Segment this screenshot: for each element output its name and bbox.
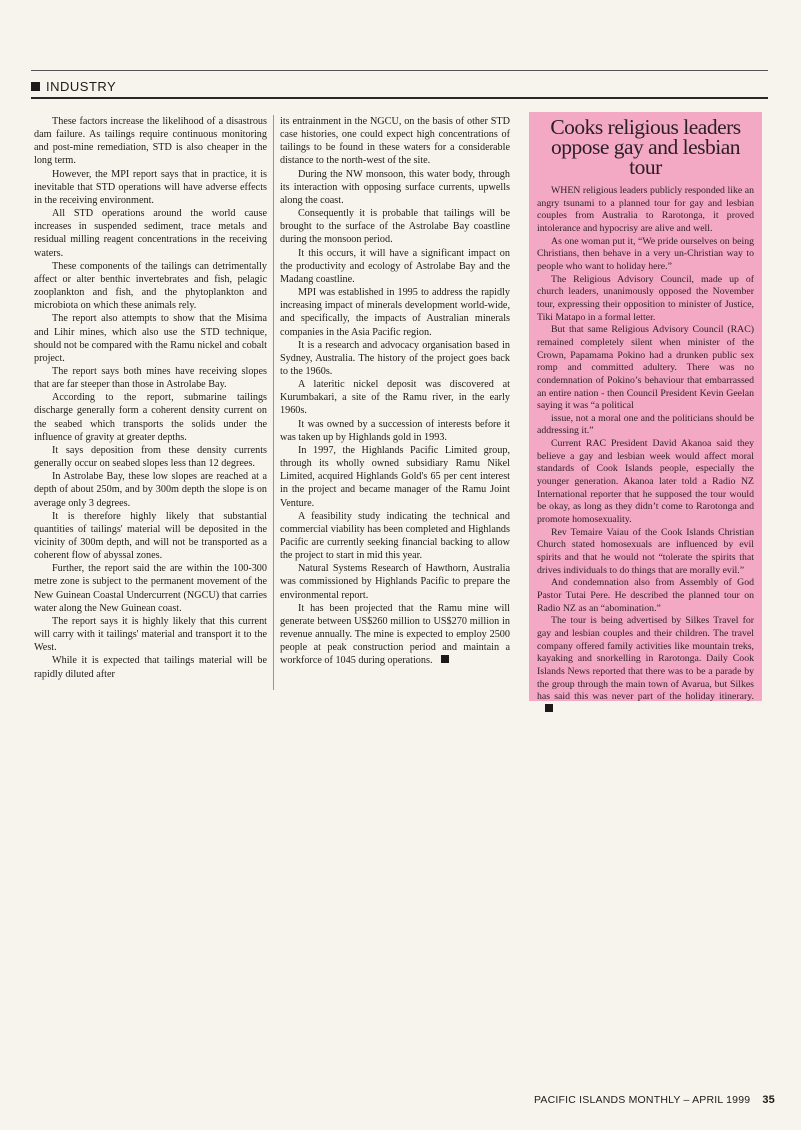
- page-footer: [534, 1094, 775, 1106]
- end-mark-icon: [441, 655, 449, 663]
- end-mark-icon: [545, 704, 553, 712]
- paragraph: Consequently it is probable that tailings will be brought to the surface of the Astrolabe Bay coastline during the monsoon period.: [280, 208, 510, 246]
- sidebar-paragraph: And condemnation also from Assembly of God Pastor Tutai Pere. He described the planned tour on Radio NZ as an “abomination.”: [537, 577, 754, 614]
- article-column-2: [280, 115, 510, 668]
- paragraph: A feasibility study indicating the technical and commercial viability has been completed and Highlands Pacific are currently seeking financial backing to allow the project to start in mid this year.: [280, 510, 510, 562]
- paragraph: These components of the tailings can detrimentally affect or alter benthic invertebrates and fish, pelagic zooplankton and fish, and the phytoplankton and microbiota on which these animals rely.: [34, 260, 267, 312]
- paragraph: However, the MPI report says that in practice, it is inevitable that STD operations will have adverse effects in the receiving environment.: [34, 168, 267, 206]
- paragraph-text: It has been projected that the Ramu mine will generate between US$260 million to US$270 million in revenue annually. The mine is expected to employ 2500 people at peak construction period and maintain a workforce of 1045 during operations.: [280, 602, 510, 667]
- paragraph-last: [280, 602, 510, 668]
- paragraph: All STD operations around the world cause increases in suspended sediment, trace metals and residual milling reagent concentrations in the receiving waters.: [34, 208, 267, 259]
- paragraph: A lateritic nickel deposit was discovered at Kurumbakari, a site of the Ramu river, in the early 1960s.: [280, 379, 510, 417]
- publication-line: PACIFIC ISLANDS MONTHLY – APRIL 1999: [534, 1094, 751, 1106]
- top-rule: [31, 70, 768, 71]
- section-label: INDUSTRY: [46, 78, 117, 94]
- paragraph: Natural Systems Research of Hawthorn, Australia was commissioned by Highlands Pacific to prepare the environmental report.: [280, 563, 510, 601]
- sidebar-paragraph: But that same Religious Advisory Council (RAC) remained completely silent when minister of the Crown, Papamama Pokino had a drunken public sex romp and committed adultery. There was no condemnation of Pokino’s behaviour that embarrassed an entire nation - then Council President Kevin Geelan saying it was “a political: [537, 324, 754, 412]
- sidebar-paragraph-last: [537, 615, 754, 716]
- sidebar-box: [529, 112, 762, 701]
- sidebar-paragraph: The Religious Advisory Council, made up of church leaders, unanimously opposed the November tour, expressing their opposition to minister of Justice, Tiki Matapo in a formal letter.: [537, 273, 754, 323]
- sidebar-paragraph: Rev Temaire Vaiau of the Cook Islands Christian Church stated homosexuals are influenced by evil spirits and that he would not “tolerate the spirits that drives individuals to do things that are morally evil.”: [537, 526, 754, 576]
- sidebar-paragraph: As one woman put it, “We pride ourselves on being Christians, then behave in a very un-Christian way to people who want to holiday here.”: [537, 235, 754, 272]
- paragraph: The report also attempts to show that the Misima and Lihir mines, which also use the STD technique, should not be compared with the Ramu nickel and cobalt project.: [34, 313, 267, 364]
- section-header: [31, 77, 768, 95]
- section-square-icon: [31, 82, 40, 91]
- paragraph: According to the report, submarine tailings discharge generally form a coherent density current on the seabed which transports the solids under the influence of gravity at greater depths.: [34, 392, 267, 443]
- page-number: 35: [762, 1094, 775, 1106]
- paragraph: While it is expected that tailings material will be rapidly diluted after: [34, 655, 267, 680]
- paragraph: MPI was established in 1995 to address the rapidly increasing impact of minerals development world-wide, and specifically, the impacts of Australian minerals companies in the Asia Pacific region.: [280, 287, 510, 338]
- paragraph: It was owned by a succession of interests before it was taken up by Highlands gold in 1993.: [280, 418, 510, 443]
- paragraph: Further, the report said the are within the 100-300 metre zone is subject to the permanent movement of the New Guinean Coastal Undercurrent (NGCU) that carries water along the New Guinean coast.: [34, 563, 267, 614]
- paragraph: It is a research and advocacy organisation based in Sydney, Australia. The history of the project goes back to the 1960s.: [280, 339, 510, 377]
- sidebar-headline: Cooks religious leaders oppose gay and lesbian tour: [550, 115, 741, 179]
- paragraph: It says deposition from these density currents generally occur on seabed slopes less than 12 degrees.: [34, 444, 267, 470]
- column-divider: [273, 115, 274, 690]
- sidebar-body: [537, 185, 754, 717]
- paragraph: In 1997, the Highlands Pacific Limited group, through its wholly owned subsidiary Ramu Nikel Limited, acquired Highlands Gold's 65 per cent interest in the project and became manager of the Ramu Joint Venture.: [280, 444, 510, 509]
- sidebar-paragraph-text: The tour is being advertised by Silkes Travel for gay and lesbian couples and their children. The travel company offered family activities like mountain treks, kayaking and snorkelling in Rarotonga. Daily Cook Islands News reported that there was to be a parade by the group through the main town of Avarua, but Silkes has said this was never part of the holiday itinerary.: [537, 615, 754, 703]
- sidebar-paragraph: issue, not a moral one and the politicians should be addressing it.”: [537, 412, 754, 437]
- paragraph: It this occurs, it will have a significant impact on the productivity and ecology of Astrolabe Bay and the Madang coastline.: [280, 247, 510, 285]
- sidebar-paragraph: WHEN religious leaders publicly responded like an angry tsunami to a planned tour for gay and lesbian couples from Australia to Rarotonga, it proved intolerance and hypocrisy are alive and well.: [537, 185, 754, 234]
- paragraph: its entrainment in the NGCU, on the basis of other STD case histories, one could expect high concentrations of tailings to be found in these waters for a considerable distance to the north-west of the site.: [280, 116, 510, 167]
- paragraph: The report says it is highly likely that this current will carry with it tailings' material and transport it to the West.: [34, 615, 267, 654]
- paragraph: In Astrolabe Bay, these low slopes are reached at a depth of about 250m, and by 300m depth the slope is on average only 3 degrees.: [34, 471, 267, 509]
- paragraph: It is therefore highly likely that substantial quantities of tailings' material will be deposited in the vicinity of 300m depth, and will not be transported as a coherent flow of abyssal zones.: [34, 510, 267, 562]
- sidebar-paragraph: Current RAC President David Akanoa said they believe a gay and lesbian week would affect moral standards of Cook Islands people, especially the younger generation. Akanoa later told a Radio NZ International reporter that he supposed the tour would be okay, as long as they didn’t come to Rarotonga and promote homosexuality.: [537, 438, 754, 526]
- paragraph: During the NW monsoon, this water body, through its interaction with opposing surface currents, upwells along the coast.: [280, 168, 510, 206]
- paragraph: These factors increase the likelihood of a disastrous dam failure. As tailings require continuous monitoring and post-mine remediation, STD is also cheaper in the long term.: [34, 116, 267, 167]
- paragraph: The report says both mines have receiving slopes that are far steeper than those in Astrolabe Bay.: [34, 365, 267, 391]
- header-rule: [31, 97, 768, 99]
- article-column-1: [34, 115, 267, 681]
